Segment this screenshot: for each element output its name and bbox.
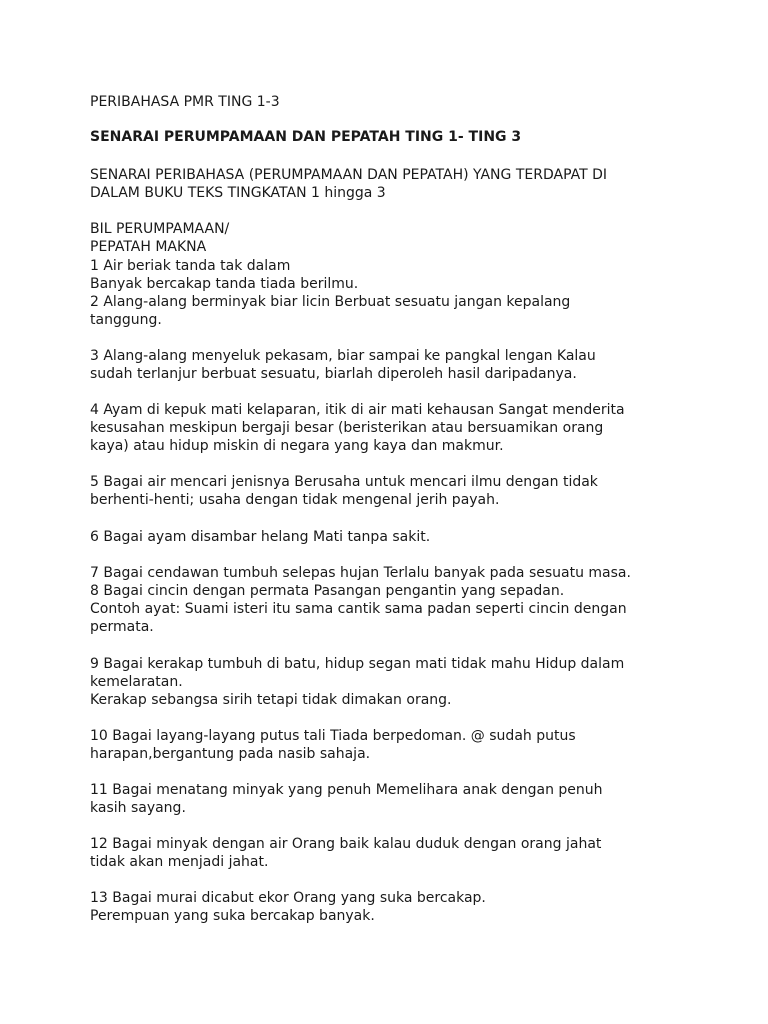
item-line: harapan,bergantung pada nasib sahaja. — [90, 746, 371, 762]
item-line: kemelaratan. — [90, 674, 183, 690]
item-line: 5 Bagai air mencari jenisnya Berusaha untuk mencari ilmu dengan tidak — [90, 474, 598, 490]
item-line: berhenti-henti; usaha dengan tidak mengenal jerih payah. — [90, 492, 500, 508]
intro-line: SENARAI PERIBAHASA (PERUMPAMAAN DAN PEPATAH) YANG TERDAPAT DI — [90, 167, 608, 183]
doc-header: PERIBAHASA PMR TING 1-3 — [90, 94, 280, 110]
item-line: permata. — [90, 619, 154, 635]
intro-line: DALAM BUKU TEKS TINGKATAN 1 hingga 3 — [90, 185, 386, 201]
item-line: 12 Bagai minyak dengan air Orang baik kalau duduk dengan orang jahat — [90, 836, 602, 852]
item-line: Banyak bercakap tanda tiada berilmu. — [90, 276, 359, 292]
item-line: kasih sayang. — [90, 800, 186, 816]
item-line: 6 Bagai ayam disambar helang Mati tanpa sakit. — [90, 529, 431, 545]
item-line: Contoh ayat: Suami isteri itu sama cantik sama padan seperti cincin dengan — [90, 601, 627, 617]
doc-title: SENARAI PERUMPAMAAN DAN PEPATAH TING 1- TING 3 — [90, 129, 522, 145]
item-line: Kerakap sebangsa sirih tetapi tidak dimakan orang. — [90, 692, 452, 708]
item-line: 2 Alang-alang berminyak biar licin Berbuat sesuatu jangan kepalang — [90, 294, 571, 310]
item-line: 13 Bagai murai dicabut ekor Orang yang suka bercakap. — [90, 890, 486, 906]
item-line: tidak akan menjadi jahat. — [90, 854, 269, 870]
column-heading: PEPATAH MAKNA — [90, 239, 207, 255]
item-line: 10 Bagai layang-layang putus tali Tiada berpedoman. @ sudah putus — [90, 728, 576, 744]
item-line: 7 Bagai cendawan tumbuh selepas hujan Terlalu banyak pada sesuatu masa. — [90, 565, 631, 581]
item-line: Perempuan yang suka bercakap banyak. — [90, 908, 375, 924]
item-line: 1 Air beriak tanda tak dalam — [90, 258, 291, 274]
item-line: kaya) atau hidup miskin di negara yang kaya dan makmur. — [90, 438, 504, 454]
item-line: sudah terlanjur berbuat sesuatu, biarlah diperoleh hasil daripadanya. — [90, 366, 577, 382]
item-line: 3 Alang-alang menyeluk pekasam, biar sampai ke pangkal lengan Kalau — [90, 348, 596, 364]
item-line: kesusahan meskipun bergaji besar (beristerikan atau bersuamikan orang — [90, 420, 604, 436]
item-line: 11 Bagai menatang minyak yang penuh Memelihara anak dengan penuh — [90, 782, 603, 798]
item-line: 8 Bagai cincin dengan permata Pasangan pengantin yang sepadan. — [90, 583, 565, 599]
item-line: 9 Bagai kerakap tumbuh di batu, hidup segan mati tidak mahu Hidup dalam — [90, 656, 625, 672]
column-heading: BIL PERUMPAMAAN/ — [90, 221, 230, 237]
item-line: 4 Ayam di kepuk mati kelaparan, itik di air mati kehausan Sangat menderita — [90, 402, 625, 418]
item-line: tanggung. — [90, 312, 162, 328]
